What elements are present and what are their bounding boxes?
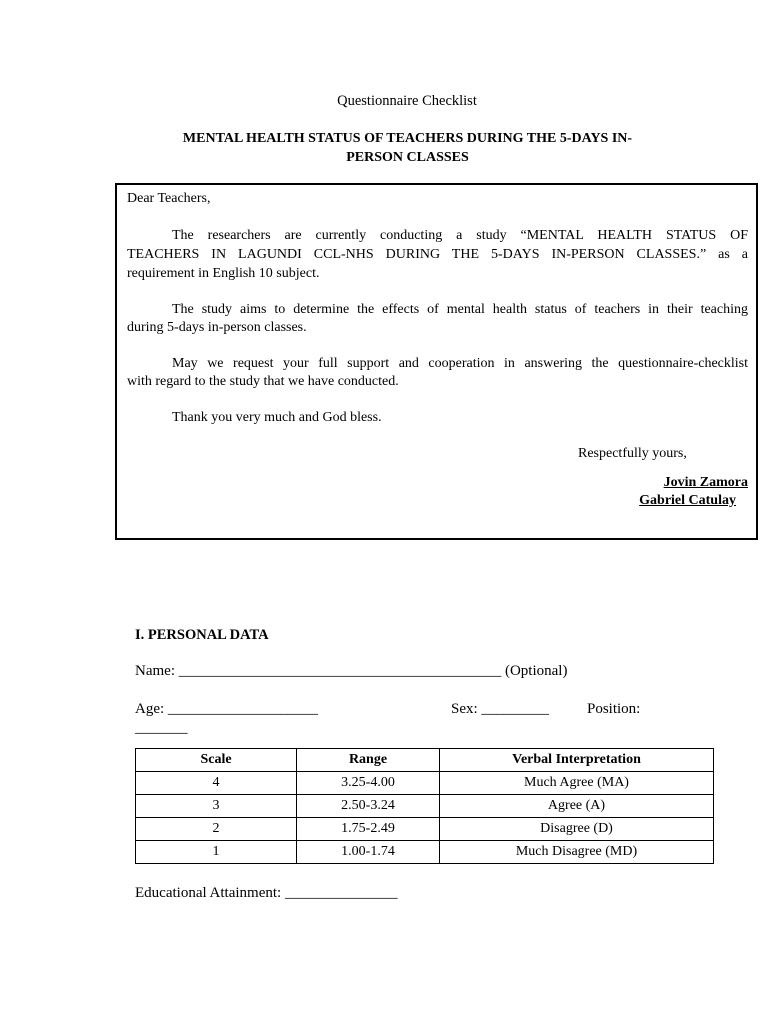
letter-salutation: Dear Teachers, [127,191,211,206]
interpretation-cell: Much Agree (MA) [440,772,714,795]
scale-table [135,748,714,864]
scale-cell: 4 [136,772,297,795]
position-blank[interactable]: _______ [135,720,188,736]
range-cell: 2.50-3.24 [297,795,440,818]
title-line-2: PERSON CLASSES [346,150,469,165]
letter-paragraph-3-line-2: with regard to the study that we have conducted. [127,374,399,389]
table-row [136,841,714,864]
letter-closing: Respectfully yours, [578,446,687,461]
name-blank[interactable]: ___________________________________________ [178,663,502,679]
range-cell: 1.75-2.49 [297,818,440,841]
column-header-verbal-interpretation: Verbal Interpretation [440,749,714,772]
age-blank[interactable]: ____________________ [167,701,318,717]
interpretation-cell: Much Disagree (MD) [440,841,714,864]
position-label: Position: [587,701,641,717]
letter-box [115,183,758,540]
column-header-scale: Scale [136,749,297,772]
age-field [135,701,318,718]
scale-cell: 3 [136,795,297,818]
title-line-1: MENTAL HEALTH STATUS OF TEACHERS DURING THE 5-DAYS IN- [182,131,633,146]
signatory-1: Jovin Zamora [663,475,748,490]
table-row [136,795,714,818]
sex-blank[interactable]: _________ [481,701,549,717]
name-field [135,663,567,680]
document-label: Questionnaire Checklist [337,93,477,109]
name-optional-note: (Optional) [504,663,568,679]
scale-cell: 2 [136,818,297,841]
table-row [136,772,714,795]
letter-paragraph-1-line-2: TEACHERS IN LAGUNDI CCL-NHS DURING THE 5-DAYS IN-PERSON CLASSES.” as a [127,247,748,262]
education-field [135,885,397,902]
sex-label: Sex: [451,701,478,717]
letter-paragraph-4: Thank you very much and God bless. [172,410,382,425]
scale-cell: 1 [136,841,297,864]
name-label: Name: [135,663,175,679]
education-blank[interactable]: _______________ [284,885,398,901]
interpretation-cell: Agree (A) [440,795,714,818]
range-cell: 1.00-1.74 [297,841,440,864]
table-row [136,818,714,841]
column-header-range: Range [297,749,440,772]
letter-paragraph-2-line-1: The study aims to determine the effects of mental health status of teachers in their teaching [172,302,748,317]
education-label: Educational Attainment: [135,885,282,901]
range-cell: 3.25-4.00 [297,772,440,795]
letter-paragraph-3-line-1: May we request your full support and cooperation in answering the questionnaire-checklist [172,356,748,371]
age-label: Age: [135,701,165,717]
letter-paragraph-1-line-3: requirement in English 10 subject. [127,266,320,281]
table-header-row [136,749,714,772]
section-heading-personal-data: I. PERSONAL DATA [135,627,269,643]
document-title [155,129,660,167]
signatory-2: Gabriel Catulay [639,493,736,508]
sex-field [451,701,549,718]
interpretation-cell: Disagree (D) [440,818,714,841]
letter-paragraph-1-line-1: The researchers are currently conducting a study “MENTAL HEALTH STATUS OF [172,228,748,243]
letter-paragraph-2-line-2: during 5-days in-person classes. [127,320,307,335]
